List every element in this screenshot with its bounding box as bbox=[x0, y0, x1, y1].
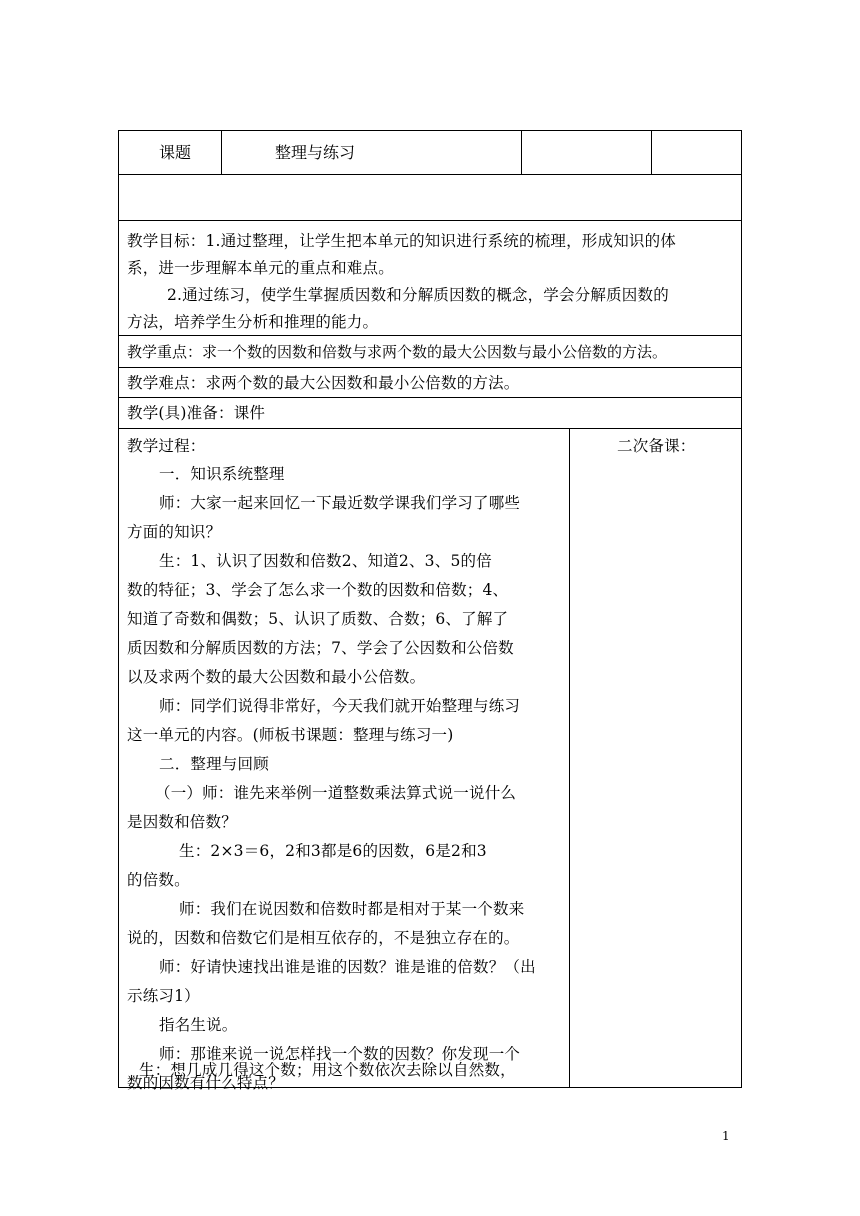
process-line: 说的，因数和倍数它们是相互依存的，不是独立存在的。 bbox=[127, 929, 520, 947]
process-heading: 教学过程： bbox=[127, 437, 206, 455]
process-line: 师：好请快速找出谁是谁的因数？谁是谁的倍数？（出 bbox=[159, 958, 536, 976]
process-line: 以及求两个数的最大公因数和最小公倍数。 bbox=[127, 668, 426, 686]
topic-title: 整理与练习 bbox=[275, 143, 356, 162]
objectives-line-1: 教学目标：1.通过整理，让学生把本单元的知识进行系统的梳理，形成知识的体 bbox=[127, 232, 676, 250]
preparation-text: 教学(具)准备：课件 bbox=[127, 404, 266, 422]
process-line: 师：同学们说得非常好，今天我们就开始整理与练习 bbox=[159, 697, 521, 715]
process-line: 二．整理与回顾 bbox=[159, 755, 269, 773]
process-line: 数的特征；3、学会了怎么求一个数的因数和倍数；4、 bbox=[127, 581, 509, 599]
difficulty-text: 教学难点：求两个数的最大公因数和最小公倍数的方法。 bbox=[127, 374, 520, 392]
objectives-line-2: 系，进一步理解本单元的重点和难点。 bbox=[127, 259, 394, 277]
key-point-text: 教学重点：求一个数的因数和倍数与求两个数的最大公因数与最小公倍数的方法。 bbox=[127, 343, 668, 361]
process-line: 一．知识系统整理 bbox=[159, 465, 285, 483]
objectives-line-3: 2.通过练习，使学生掌握质因数和分解质因数的概念，学会分解质因数的 bbox=[167, 286, 669, 304]
process-line: 生：2×3＝6，2和3都是6的因数，6是2和3 bbox=[179, 842, 487, 860]
preparation-row bbox=[119, 398, 741, 429]
process-line: （一）师：谁先来举例一道整数乘法算式说一说什么 bbox=[155, 784, 517, 802]
process-line: 质因数和分解质因数的方法；7、学会了公因数和公倍数 bbox=[127, 639, 514, 657]
header-blank-cell-2 bbox=[651, 131, 741, 174]
process-line: 师：大家一起来回忆一下最近数学课我们学习了哪些 bbox=[159, 494, 521, 512]
process-line: 知道了奇数和偶数；5、认识了质数、合数；6、了解了 bbox=[127, 610, 509, 628]
key-point-row bbox=[119, 336, 741, 368]
objectives-line-4: 方法，培养学生分析和推理的能力。 bbox=[127, 313, 379, 331]
blank-row bbox=[119, 175, 741, 221]
header-blank-cell-1 bbox=[521, 131, 651, 174]
topic-label: 课题 bbox=[159, 143, 192, 162]
process-line: 师：我们在说因数和倍数时都是相对于某一个数来 bbox=[179, 900, 525, 918]
process-row bbox=[119, 429, 741, 1092]
process-line: 示练习1） bbox=[127, 987, 200, 1005]
header-row bbox=[119, 131, 741, 175]
objectives-row bbox=[119, 221, 741, 336]
process-line: 数的因数有什么特点？ bbox=[127, 1074, 285, 1092]
process-line: 的倍数。 bbox=[127, 871, 190, 889]
lesson-plan-table bbox=[118, 130, 742, 1092]
process-line: 生：想几成几得这个数；用这个数依次去除以自然数， bbox=[139, 1061, 516, 1079]
second-prep-heading: 二次备课： bbox=[617, 437, 696, 455]
process-line: 这一单元的内容。(师板书课题：整理与练习一) bbox=[127, 726, 454, 744]
process-line: 指名生说。 bbox=[159, 1016, 238, 1034]
page-number: 1 bbox=[722, 1129, 730, 1143]
process-line: 方面的知识？ bbox=[127, 523, 222, 541]
process-line: 师：那谁来说一说怎样找一个数的因数？你发现一个 bbox=[159, 1045, 521, 1063]
process-line: 生：1、认识了因数和倍数2、知道2、3、5的倍 bbox=[159, 552, 492, 570]
difficulty-row bbox=[119, 368, 741, 398]
process-line: 是因数和倍数？ bbox=[127, 813, 237, 831]
